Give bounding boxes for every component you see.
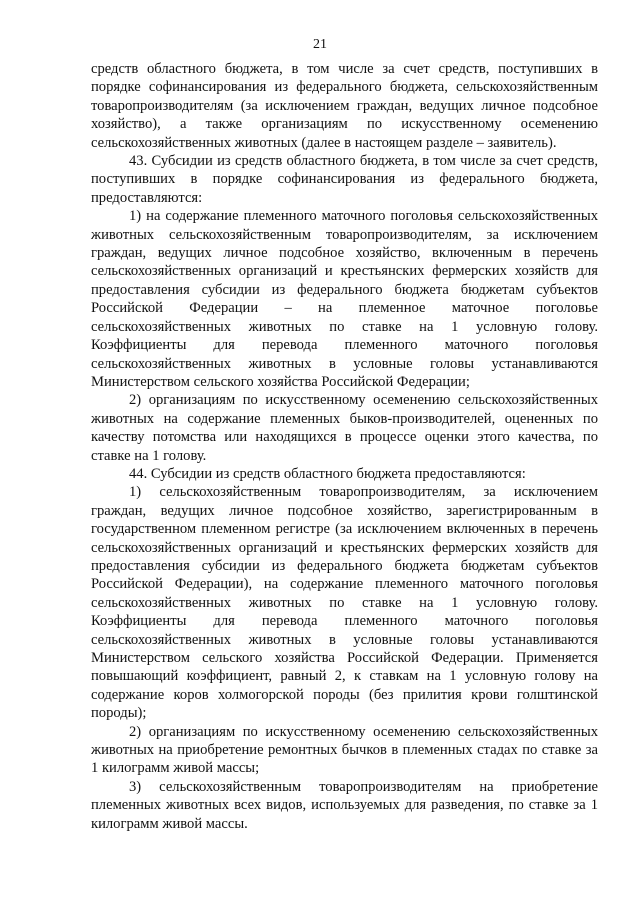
paragraph-intro-continuation: средств областного бюджета, в том числе за счет средств, поступивших в порядке софинансирования из федерального бюджета, сельскохозяйственным товаропроизводителям (за исключением граждан, ведущих личное подсобное хозяйство), а также организациям по искусственному осеменению сельскохозяйственных животных (далее в настоящем разделе – заявитель). bbox=[91, 61, 598, 151]
paragraph-clause-44-item-3: 3) сельскохозяйственным товаропроизводителям на приобретение племенных животных всех видов, используемых для разведения, по ставке за 1 килограмм живой массы. bbox=[91, 778, 598, 832]
page-number: 21 bbox=[313, 37, 327, 52]
paragraph-clause-44: 44. Субсидии из средств областного бюджета предоставляются: bbox=[129, 465, 526, 482]
paragraph-clause-43: 43. Субсидии из средств областного бюджета, в том числе за счет средств, поступивших в порядке софинансирования из федерального бюджета, предоставляются: bbox=[91, 153, 598, 206]
document-body bbox=[91, 60, 598, 833]
paragraph-clause-44-item-1: 1) сельскохозяйственным товаропроизводителям, за исключением граждан, ведущих личное подсобное хозяйство, зарегистрированным в государственном племенном регистре (за исключением включенных в перечень сельскохозяйственных организаций и крестьянских фермерских хозяйств для предоставления субсидии из федерального бюджета бюджетам субъектов Российской Федерации), на содержание племенного маточного поголовья сельскохозяйственных животных по ставке на 1 условную голову. Коэффициенты для перевода племенного маточного поголовья сельскохозяйственных животных в условные головы устанавливаются Министерством сельского хозяйства Российской Федерации. Применяется повышающий коэффициент, равный 2, к ставкам на 1 условную голову на содержание коров холмогорской породы (без прилития крови голштинской породы); bbox=[91, 484, 598, 722]
paragraph-clause-43-item-1: 1) на содержание племенного маточного поголовья сельскохозяйственных животных сельскохозяйственным товаропроизводителям, за исключением граждан, ведущих личное подсобное хозяйство, включенным в перечень сельскохозяйственных организаций и крестьянских фермерских хозяйств для предоставления субсидии из федерального бюджета бюджетам субъектов Российской Федерации – на племенное маточное поголовье сельскохозяйственных животных по ставке на 1 условную голову. Коэффициенты для перевода племенного маточного поголовья сельскохозяйственных животных в условные головы устанавливаются Министерством сельского хозяйства Российской Федерации; bbox=[91, 208, 598, 390]
paragraph-clause-44-item-2: 2) организациям по искусственному осеменению сельскохозяйственных животных на приобретение ремонтных бычков в племенных стадах по ставке за 1 килограмм живой массы; bbox=[91, 723, 598, 777]
paragraph-clause-43-item-2: 2) организациям по искусственному осеменению сельскохозяйственных животных на содержание племенных быков-производителей, оцененных по качеству потомства или находящихся в процессе оценки этого качества, по ставке на 1 голову. bbox=[91, 392, 598, 464]
